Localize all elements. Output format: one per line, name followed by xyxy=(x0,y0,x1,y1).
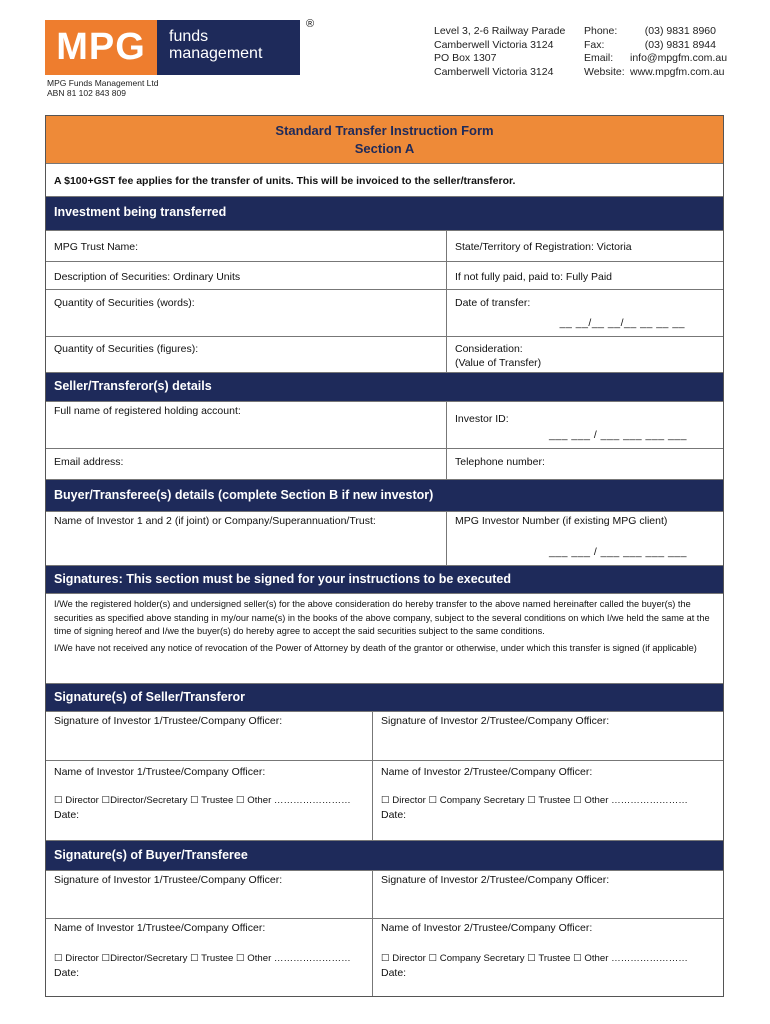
website-link[interactable]: www.mpgfm.com.au xyxy=(630,65,725,78)
contact-label: Email: xyxy=(584,52,614,64)
seller-signature-1-field[interactable]: Signature of Investor 1/Trustee/Company Officer: xyxy=(54,715,283,727)
seller-contact-row xyxy=(46,449,723,480)
seller-signature-2-field[interactable]: Signature of Investor 2/Trustee/Company Officer: xyxy=(372,712,723,760)
section-heading-seller: Seller/Transferor(s) details xyxy=(46,373,723,402)
state-registration-field[interactable]: State/Territory of Registration: Victoria xyxy=(446,231,723,261)
contact-labels xyxy=(584,25,625,79)
fee-note: A $100+GST fee applies for the transfer of units. This will be invoiced to the seller/transferor. xyxy=(54,175,516,187)
date-of-transfer-label: Date of transfer: xyxy=(455,297,531,309)
seller-name-2-field[interactable]: Name of Investor 2/Trustee/Company Officer: xyxy=(372,761,723,791)
contact-label: Website: xyxy=(584,65,625,78)
seller-role-date-1 xyxy=(46,791,372,840)
company-details xyxy=(47,78,159,98)
mpg-investor-number-field[interactable] xyxy=(446,512,723,565)
buyer-date-1-field[interactable]: Date: xyxy=(54,967,80,979)
consideration-sub: (Value of Transfer) xyxy=(455,357,542,369)
contact-label: Fax: xyxy=(584,38,605,51)
description-row xyxy=(46,262,723,290)
company-abn: ABN 81 102 843 809 xyxy=(47,88,126,98)
company-logo xyxy=(45,20,300,75)
consideration-field[interactable] xyxy=(446,337,723,372)
buyer-name-field[interactable]: Name of Investor 1 and 2 (if joint) or Company/Superannuation/Trust: xyxy=(54,515,376,527)
seller-name-1-field[interactable]: Name of Investor 1/Trustee/Company Officer: xyxy=(54,766,266,778)
quantity-words-row xyxy=(46,290,723,337)
address-line: PO Box 1307 xyxy=(434,52,497,64)
buyer-row xyxy=(46,512,723,566)
email-link[interactable]: info@mpgfm.com.au xyxy=(630,52,728,64)
contact-values xyxy=(630,25,728,79)
investor-id-blank: ___ ___ / ___ ___ ___ ___ xyxy=(548,429,687,441)
logo-mark: MPG xyxy=(45,20,157,75)
registered-mark: ® xyxy=(306,18,315,30)
address-line: Camberwell Victoria 3124 xyxy=(434,65,554,78)
mpg-investor-number-label: MPG Investor Number (if existing MPG client) xyxy=(455,515,668,527)
seller-name-row xyxy=(46,402,723,449)
form-title-section: Section A xyxy=(354,141,415,156)
buyer-name-2-field[interactable]: Name of Investor 2/Trustee/Company Officer: xyxy=(372,919,723,949)
seller-date-1-field[interactable]: Date: xyxy=(54,809,80,821)
buyer-signature-2-field[interactable]: Signature of Investor 2/Trustee/Company Officer: xyxy=(372,871,723,918)
investor-id-label: Investor ID: xyxy=(455,413,509,425)
trust-row xyxy=(46,231,723,262)
declaration-paragraph-1: I/We the registered holder(s) and undersigned seller(s) for the above consideration do hereby transfer to the above named hereinafter called the buyer(s) the securities as specified above standing in my/our name(s) in the books of the above company, subject to the several conditions on which I/we held the same at the time of signing hereof and I/we the buyer(s) do hereby agree to accept the said securities subject to the same conditions. xyxy=(54,599,710,636)
buyer-role-date-1 xyxy=(46,949,372,996)
buyer-role-date-2 xyxy=(372,949,723,996)
paid-to-field[interactable]: If not fully paid, paid to: Fully Paid xyxy=(446,262,723,289)
seller-role-date-row xyxy=(46,791,723,841)
mpg-investor-number-blank: ___ ___ / ___ ___ ___ ___ xyxy=(548,546,687,558)
seller-name-row-sig xyxy=(46,761,723,791)
quantity-figures-row xyxy=(46,337,723,373)
holding-account-field[interactable]: Full name of registered holding account: xyxy=(54,405,241,417)
transfer-form xyxy=(45,115,724,997)
form-title xyxy=(46,116,723,164)
date-of-transfer-field[interactable] xyxy=(446,290,723,336)
fee-note-row xyxy=(46,164,723,197)
telephone-field[interactable]: Telephone number: xyxy=(446,449,723,479)
seller-role-date-2 xyxy=(372,791,723,840)
seller-signature-row xyxy=(46,712,723,761)
address-line: Level 3, 2-6 Railway Parade xyxy=(434,25,566,37)
quantity-words-field[interactable]: Quantity of Securities (words): xyxy=(54,297,195,309)
declaration-text xyxy=(46,594,723,683)
section-heading-buyer: Buyer/Transferee(s) details (complete Section B if new investor) xyxy=(46,480,723,512)
seller-date-2-field[interactable]: Date: xyxy=(381,809,407,821)
address-block xyxy=(434,25,565,79)
buyer-role-date-row xyxy=(46,949,723,996)
declaration-paragraph-2: I/We have not received any notice of revocation of the Power of Attorney by death of the grantor or otherwise, under which this transfer is signed (if applicable) xyxy=(54,642,697,653)
buyer-signature-row xyxy=(46,871,723,919)
buyer-signature-1-field[interactable]: Signature of Investor 1/Trustee/Company Officer: xyxy=(54,874,283,886)
buyer-name-row-sig xyxy=(46,919,723,949)
declaration-row xyxy=(46,594,723,684)
section-heading-signatures: Signatures: This section must be signed for your instructions to be executed xyxy=(46,566,723,594)
section-heading-buyer-signatures: Signature(s) of Buyer/Transferee xyxy=(46,841,723,871)
phone-value: (03) 9831 8960 xyxy=(644,25,716,37)
buyer-name-1-field[interactable]: Name of Investor 1/Trustee/Company Officer: xyxy=(54,922,266,934)
date-blank: __ __/__ __/__ __ __ __ xyxy=(559,317,685,329)
form-title-main: Standard Transfer Instruction Form xyxy=(275,123,494,138)
contact-label: Phone: xyxy=(584,25,618,37)
company-name: MPG Funds Management Ltd xyxy=(47,78,159,88)
section-heading-investment: Investment being transferred xyxy=(46,197,723,231)
logo-text-funds: funds xyxy=(169,28,209,45)
buyer-role-options-2[interactable]: ☐ Director ☐ Company Secretary ☐ Trustee ☐ Other …………………… xyxy=(381,953,688,964)
buyer-role-options-1[interactable]: ☐ Director ☐Director/Secretary ☐ Trustee ☐ Other …………………… xyxy=(54,953,351,964)
fax-value: (03) 9831 8944 xyxy=(644,38,716,51)
section-heading-seller-signatures: Signature(s) of Seller/Transferor xyxy=(46,684,723,712)
logo-text-management: management xyxy=(169,45,263,62)
email-address-field[interactable]: Email address: xyxy=(54,456,124,468)
buyer-date-2-field[interactable]: Date: xyxy=(381,967,407,979)
seller-role-options-2[interactable]: ☐ Director ☐ Company Secretary ☐ Trustee ☐ Other …………………… xyxy=(381,795,688,806)
logo-wordmark xyxy=(157,20,300,75)
description-field[interactable]: Description of Securities: Ordinary Units xyxy=(54,271,241,283)
consideration-label: Consideration: xyxy=(455,343,523,355)
investor-id-field[interactable] xyxy=(446,402,723,448)
address-line: Camberwell Victoria 3124 xyxy=(434,38,554,51)
trust-name-field[interactable]: MPG Trust Name: xyxy=(54,241,139,253)
seller-role-options-1[interactable]: ☐ Director ☐Director/Secretary ☐ Trustee ☐ Other …………………… xyxy=(54,795,351,806)
quantity-figures-field[interactable]: Quantity of Securities (figures): xyxy=(54,343,199,355)
